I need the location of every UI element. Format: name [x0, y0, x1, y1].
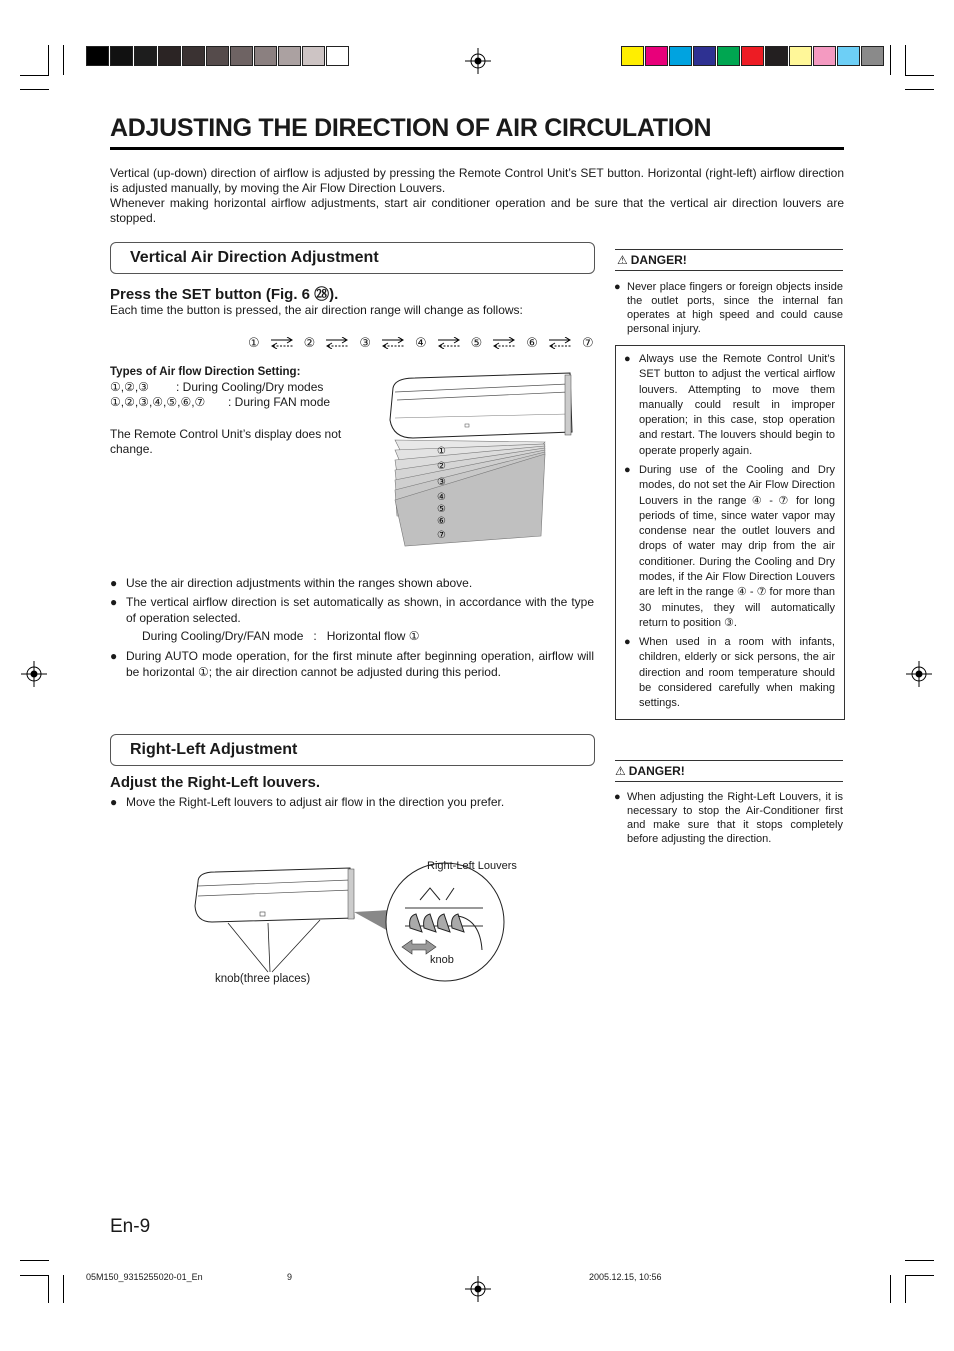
intro-text — [110, 166, 844, 226]
auto-value: Horizontal flow ① — [326, 629, 420, 643]
louver-position-label: ③ — [437, 477, 446, 488]
swatch — [741, 46, 764, 66]
caution-text: During use of the Cooling and Dry modes, do not set the Air Flow Direction Louvers in the range ④ - ⑦ for long periods of time, since water vapor may condense near the outlet louvers and drops of water may drip from the air conditioner. During the Cooling and Dry modes, if the Air Flow Direction Louvers are left in the range ④ - ⑦ for more than 30 minutes, they will automatically return to position ③. — [639, 464, 835, 629]
double-arrow-icon — [491, 337, 517, 349]
types-heading: Types of Air flow Direction Setting: — [110, 366, 301, 378]
bullet-icon: ● — [614, 281, 621, 293]
crop-mark — [905, 89, 934, 90]
swatch — [326, 46, 349, 66]
vertical-bullet — [110, 575, 594, 591]
type-positions: ①,②,③,④,⑤,⑥,⑦ — [110, 395, 206, 409]
crop-mark — [48, 45, 49, 75]
bullet-text: Move the Right-Left louvers to adjust air flow in the direction you prefer. — [126, 795, 505, 809]
bullet-text: The vertical airflow direction is set automatically as shown, in accordance with the type of operation selected. — [126, 595, 594, 625]
louver-position-label: ⑥ — [437, 516, 446, 527]
double-arrow-icon — [380, 337, 406, 349]
auto-separator: : — [313, 629, 317, 643]
danger-body: When adjusting the Right-Left Louvers, it is necessary to stop the Air-Conditioner first and make sure that it stops completely before adjusting the direction. — [627, 791, 843, 845]
swatch — [86, 46, 109, 66]
swatch — [669, 46, 692, 66]
double-arrow-icon — [269, 337, 295, 349]
swatch — [837, 46, 860, 66]
swatch — [717, 46, 740, 66]
registration-mark-icon — [465, 1276, 491, 1302]
auto-mode: During Cooling/Dry/FAN mode — [142, 629, 304, 643]
louver-position-label: ⑤ — [437, 504, 446, 515]
danger-heading — [615, 760, 843, 782]
type-mode: : During FAN mode — [228, 395, 331, 409]
registration-mark-icon — [906, 661, 932, 687]
sequence-position: ④ — [414, 335, 427, 350]
sequence-position: ⑦ — [581, 335, 594, 350]
section-title: Right-Left Adjustment — [130, 741, 298, 758]
sequence-position: ⑥ — [526, 335, 538, 350]
sequence-position: ⑤ — [470, 335, 483, 350]
swatch — [182, 46, 205, 66]
type-row — [110, 380, 370, 395]
danger-body: Never place fingers or foreign objects inside the outlet ports, since the internal fan operates at high speed and could cause personal injury. — [627, 281, 843, 335]
vertical-airflow-figure — [385, 370, 585, 550]
crop-mark — [20, 1275, 49, 1276]
double-arrow-icon — [324, 337, 350, 349]
bullet-icon: ● — [110, 595, 118, 609]
warning-icon: ⚠ — [615, 764, 626, 778]
type-positions: ①,②,③ — [110, 380, 149, 394]
swatch — [621, 46, 644, 66]
rightleft-bullet — [110, 794, 594, 810]
vertical-bullet — [110, 648, 594, 680]
swatch — [278, 46, 301, 66]
swatch — [230, 46, 253, 66]
swatch — [302, 46, 325, 66]
louver-position-label: ⑦ — [437, 530, 446, 541]
page-number: En-9 — [110, 1216, 151, 1237]
caution-item — [624, 352, 835, 459]
rightleft-louver-figure — [190, 860, 520, 985]
types-block — [110, 365, 370, 410]
bullet-icon: ● — [110, 649, 118, 663]
warning-icon: ⚠ — [617, 253, 628, 267]
auto-line — [142, 629, 420, 644]
swatch — [158, 46, 181, 66]
bullet-icon: ● — [110, 576, 118, 590]
rightleft-section-heading — [110, 734, 595, 766]
vertical-section-heading — [110, 242, 595, 274]
caution-text: Always use the Remote Control Unit’s SET button to adjust the vertical airflow louvers. Attempting to move them manually could result in improper operation; in this case, stop operation and restart. The louvers should begin to operate properly again. — [639, 353, 835, 457]
label-knob: knob — [430, 954, 454, 966]
crop-mark — [63, 45, 64, 75]
bullet-icon: ● — [110, 795, 118, 809]
sequence-position: ① — [248, 335, 260, 350]
caution-item — [624, 463, 835, 631]
danger-heading — [615, 249, 843, 271]
display-note: The Remote Control Unit’s display does not change. — [110, 427, 342, 456]
bullet-icon: ● — [614, 791, 621, 803]
swatch — [789, 46, 812, 66]
swatch — [813, 46, 836, 66]
crop-mark — [905, 1260, 934, 1261]
swatch — [645, 46, 668, 66]
double-arrow-icon — [436, 337, 462, 349]
danger-label: DANGER! — [630, 253, 687, 267]
type-row — [110, 395, 370, 410]
crop-mark — [905, 1275, 906, 1303]
intro-paragraph: Whenever making horizontal airflow adjustments, start air conditioner operation and be sure that the vertical air direction louvers are stopped. — [110, 196, 844, 225]
footer-page: 9 — [287, 1272, 293, 1282]
registration-mark-icon — [465, 48, 491, 74]
crop-mark — [48, 1275, 49, 1303]
footer-code: 05M150_9315255020-01_En — [86, 1272, 203, 1282]
title-rule — [110, 147, 844, 150]
crop-mark — [890, 1275, 891, 1303]
caution-item — [624, 635, 835, 711]
louver-position-label: ④ — [437, 492, 446, 503]
swatch — [254, 46, 277, 66]
section-title: Vertical Air Direction Adjustment — [130, 249, 379, 266]
crop-mark — [20, 75, 49, 76]
louver-position-label: ② — [437, 461, 446, 472]
label-right-left-louvers: Right-Left Louvers — [427, 860, 517, 872]
crop-mark — [905, 1275, 934, 1276]
direction-sequence — [248, 334, 594, 352]
danger-text — [614, 280, 843, 336]
crop-mark — [905, 45, 906, 75]
crop-mark — [20, 89, 49, 90]
danger-text — [614, 790, 843, 846]
bullet-icon: ● — [624, 353, 631, 365]
vertical-bullet — [110, 594, 594, 626]
swatch — [693, 46, 716, 66]
bullet-icon: ● — [624, 464, 631, 476]
crop-mark — [890, 45, 891, 75]
crop-mark — [905, 75, 934, 76]
adjust-louvers-heading: Adjust the Right-Left louvers. — [110, 774, 320, 791]
bullet-text: During AUTO mode operation, for the first minute after beginning operation, airflow will be horizontal ①; the air direction cannot be adjusted during this period. — [126, 649, 594, 679]
double-arrow-icon — [547, 337, 573, 349]
intro-paragraph: Vertical (up-down) direction of airflow is adjusted by pressing the Remote Control Unit’s SET button. Horizontal (right-left) airflow direction is adjusted manually, by moving the Air Flow Direction Louvers. — [110, 166, 844, 195]
registration-mark-icon — [21, 661, 47, 687]
color-swatch-bar — [621, 46, 885, 66]
page-title: ADJUSTING THE DIRECTION OF AIR CIRCULATION — [110, 114, 712, 142]
swatch — [110, 46, 133, 66]
footer-date: 2005.12.15, 10:56 — [589, 1272, 662, 1282]
bullet-text: Use the air direction adjustments within the ranges shown above. — [126, 576, 473, 590]
sequence-position: ② — [303, 335, 316, 350]
danger-label: DANGER! — [628, 764, 685, 778]
label-knob-three-places: knob(three places) — [215, 973, 311, 985]
caution-text: When used in a room with infants, children, elderly or sick persons, the air direction and room temperature should be considered carefully when making settings. — [639, 636, 835, 710]
swatch — [861, 46, 884, 66]
louver-position-label: ① — [437, 446, 446, 457]
swatch — [134, 46, 157, 66]
grayscale-swatch-bar — [86, 46, 350, 66]
press-set-text: Each time the button is pressed, the air direction range will change as follows: — [110, 303, 523, 317]
sequence-position: ③ — [359, 335, 371, 350]
press-set-heading: Press the SET button (Fig. 6 ㉘). — [110, 286, 339, 303]
swatch — [206, 46, 229, 66]
bullet-icon: ● — [624, 636, 631, 648]
type-mode: : During Cooling/Dry modes — [176, 380, 324, 394]
swatch — [765, 46, 788, 66]
crop-mark — [20, 1260, 49, 1261]
crop-mark — [63, 1275, 64, 1303]
